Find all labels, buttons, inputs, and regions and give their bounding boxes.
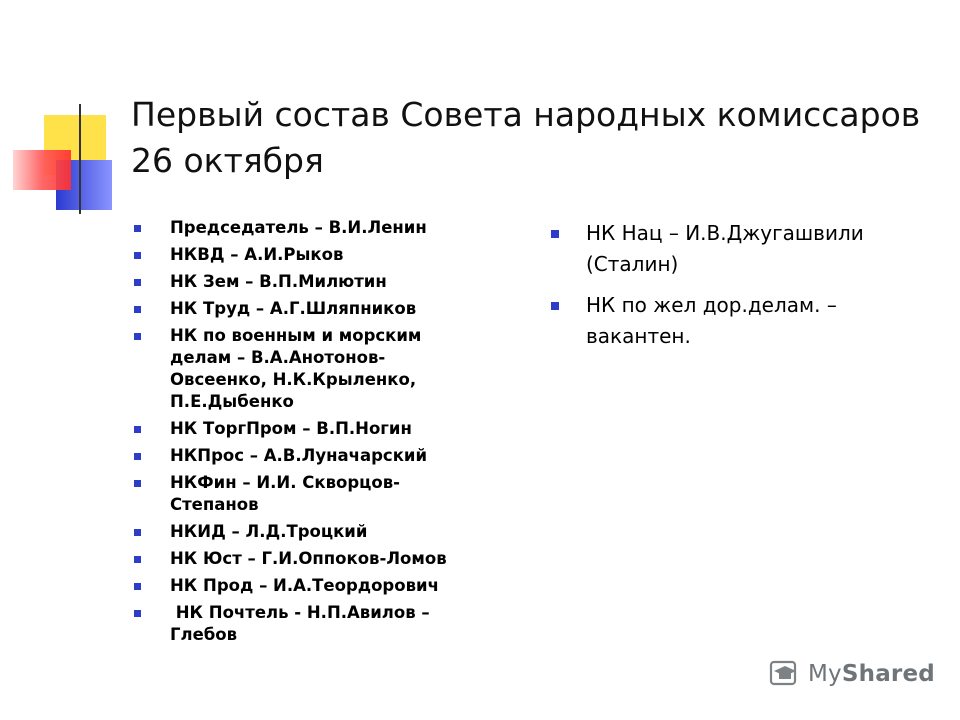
additional-commissars-list — [548, 218, 948, 362]
list-item: НК ТоргПром – В.П.Ногин — [131, 418, 531, 440]
red-square — [13, 150, 71, 190]
bullet-icon — [134, 453, 141, 460]
bullet-icon — [134, 583, 141, 590]
title-line: 26 октября — [131, 141, 324, 180]
bullet-icon — [134, 279, 141, 286]
list-item: НК Труд – А.Г.Шляпников — [131, 298, 531, 320]
bullet-icon — [134, 252, 141, 259]
bullet-icon — [134, 556, 141, 563]
list-item: НКПрос – А.В.Луначарский — [131, 445, 531, 467]
bullet-icon — [134, 480, 141, 487]
bullet-icon — [134, 610, 141, 617]
bullet-icon — [134, 529, 141, 536]
slide-title — [131, 92, 931, 184]
list-item: НК Зем – В.П.Милютин — [131, 271, 531, 293]
title-line: Первый состав Совета народных комиссаров — [131, 95, 921, 134]
bullet-icon — [134, 306, 141, 313]
commissars-list — [131, 217, 531, 651]
list-item: НК по военным и морским делам – В.А.Анотонов- Овсеенко, Н.К.Крыленко, П.Е.Дыбенко — [131, 325, 531, 413]
bullet-icon — [551, 230, 559, 238]
list-item: НК Нац – И.В.Джугашвили (Сталин) — [548, 218, 948, 280]
bullet-icon — [551, 302, 559, 310]
list-item: НКИД – Л.Д.Троцкий — [131, 521, 531, 543]
list-item: Председатель – В.И.Ленин — [131, 217, 531, 239]
list-item: НКФин – И.И. Скворцов- Степанов — [131, 472, 531, 516]
list-item: НК Почтель - Н.П.Авилов – Глебов — [131, 602, 531, 646]
bullet-icon — [134, 225, 141, 232]
bullet-icon — [134, 426, 141, 433]
mysharedlogo-watermark — [768, 656, 935, 692]
list-item: НК Юст – Г.И.Оппоков-Ломов — [131, 548, 531, 570]
list-item: НК Прод – И.А.Теордорович — [131, 575, 531, 597]
watermark-text: MyShared — [808, 661, 935, 687]
bullet-icon — [134, 333, 141, 340]
list-item: НКВД – А.И.Рыков — [131, 244, 531, 266]
list-item: НК по жел дор.делам. – вакантен. — [548, 290, 948, 352]
mortarboard-icon — [768, 659, 802, 689]
